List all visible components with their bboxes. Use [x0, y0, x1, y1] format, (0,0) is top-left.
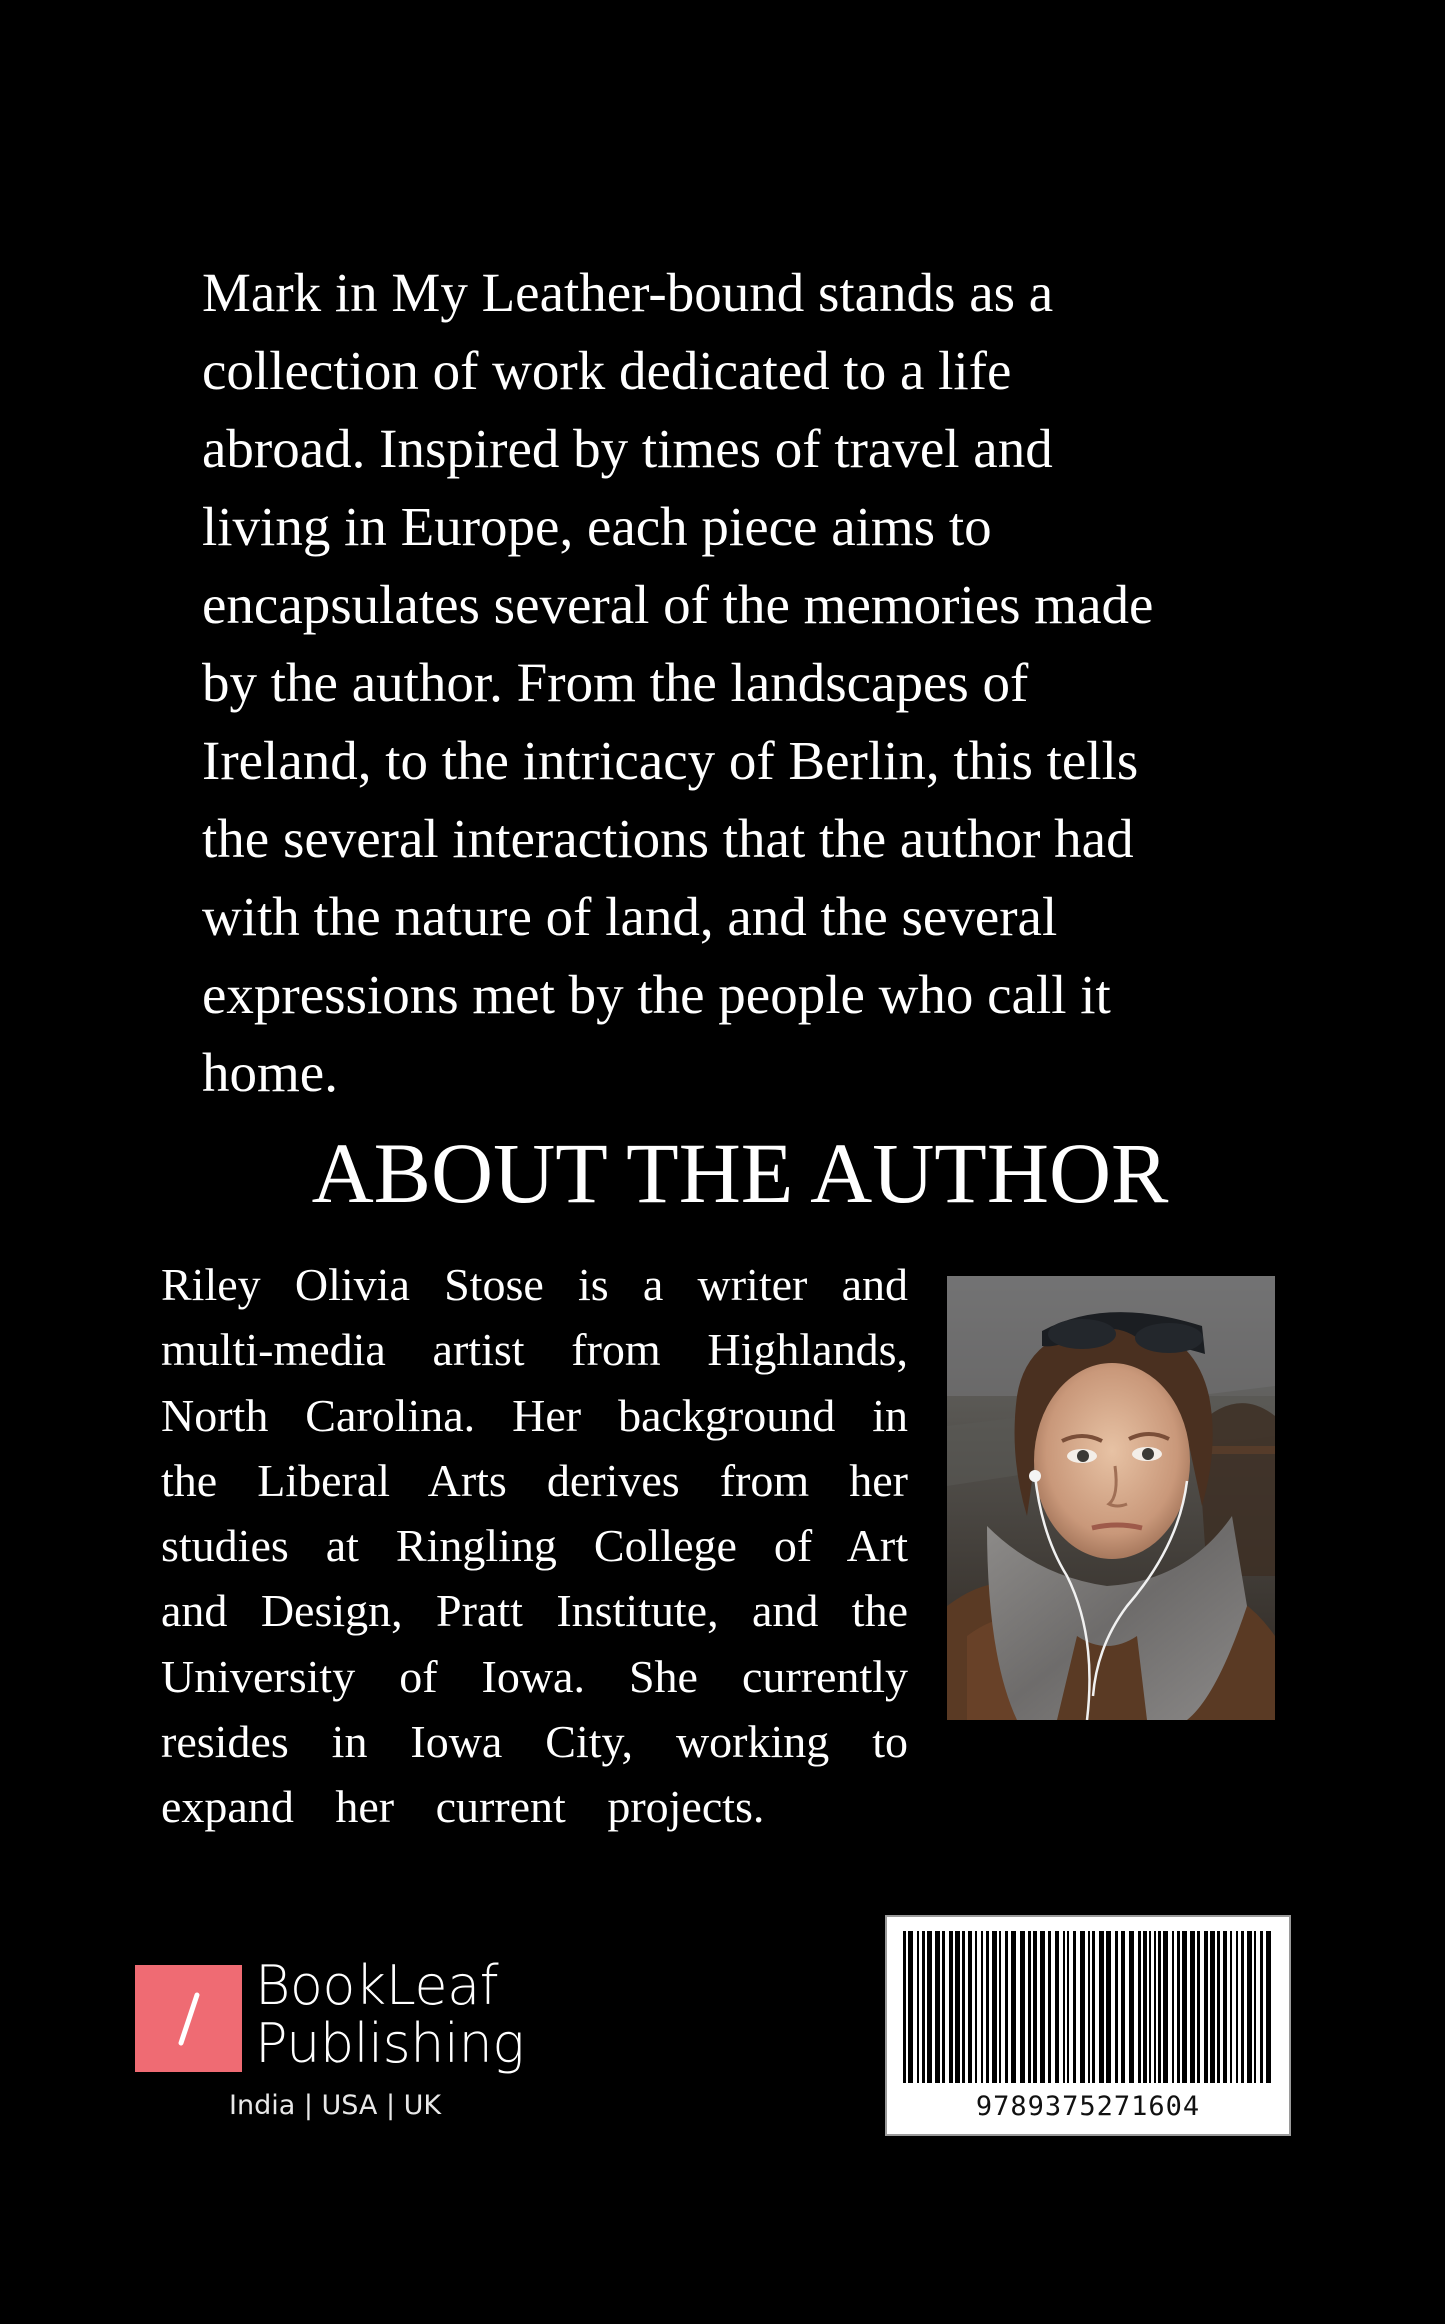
- barcode-bar: [1197, 1931, 1200, 2083]
- bio-line: resides in Iowa City, working to: [161, 1716, 908, 1768]
- barcode-bar: [935, 1931, 940, 2083]
- barcode-bar: [975, 1931, 977, 2083]
- isbn-barcode: [885, 1915, 1291, 2136]
- barcode-bar: [927, 1931, 932, 2083]
- about-author-heading: ABOUT THE AUTHOR: [311, 1125, 1169, 1221]
- barcode-bar: [1177, 1931, 1180, 2083]
- barcode-bar: [1115, 1931, 1118, 2083]
- barcode-bar: [1266, 1931, 1271, 2083]
- barcode-bar: [1099, 1931, 1104, 2083]
- publisher-name: [255, 1954, 525, 2075]
- barcode-bar: [999, 1931, 1001, 2083]
- barcode-bar: [1005, 1931, 1008, 2083]
- book-blurb: [202, 176, 1262, 1112]
- bio-line: University of Iowa. She currently: [161, 1650, 908, 1702]
- blurb-line: Ireland, to the intricacy of Berlin, this tells: [202, 730, 1139, 791]
- barcode-bar: [1040, 1931, 1045, 2083]
- blurb-line: expressions met by the people who call it: [202, 964, 1111, 1025]
- publisher-regions: India | USA | UK: [229, 2090, 442, 2121]
- barcode-bar: [1088, 1931, 1090, 2083]
- blurb-line: the several interactions that the author had: [202, 808, 1134, 869]
- barcode-bar: [1190, 1931, 1195, 2083]
- barcode-bar: [917, 1931, 919, 2083]
- barcode-bar: [949, 1931, 953, 2083]
- bio-line: and Design, Pratt Institute, and the: [161, 1585, 908, 1637]
- barcode-bar: [1236, 1931, 1238, 2083]
- barcode-bar: [1154, 1931, 1156, 2083]
- isbn-number: 9789375271604: [975, 2091, 1201, 2122]
- barcode-bar: [1092, 1931, 1095, 2083]
- author-photo: [947, 1276, 1275, 1720]
- barcode-bar: [1129, 1931, 1134, 2083]
- barcode-bar: [903, 1931, 906, 2083]
- blurb-line: home.: [202, 1042, 338, 1103]
- barcode-bar: [1143, 1931, 1147, 2083]
- barcode-bar: [1080, 1931, 1085, 2083]
- barcode-bar: [1204, 1931, 1208, 2083]
- publisher-logo-mark: [135, 1965, 242, 2072]
- bio-line: North Carolina. Her background in: [161, 1389, 908, 1441]
- barcode-bar: [1149, 1931, 1151, 2083]
- barcode-bar: [1247, 1931, 1252, 2083]
- barcode-bar: [908, 1931, 913, 2083]
- blurb-line: collection of work dedicated to a life: [202, 340, 1012, 401]
- barcode-bar: [1063, 1931, 1065, 2083]
- bio-line: multi-media artist from Highlands,: [161, 1324, 908, 1376]
- blurb-line: by the author. From the landscapes of: [202, 652, 1029, 713]
- bio-line: studies at Ringling College of Art: [161, 1520, 908, 1572]
- barcode-bar: [968, 1931, 972, 2083]
- blurb-line: abroad. Inspired by times of travel and: [202, 418, 1053, 479]
- barcode-bar: [1223, 1931, 1227, 2083]
- barcode-bar: [1260, 1931, 1263, 2083]
- barcode-bar: [1158, 1931, 1161, 2083]
- barcode-bar: [962, 1931, 965, 2083]
- barcode-bar: [1073, 1931, 1076, 2083]
- barcode-bar: [955, 1931, 960, 2083]
- bio-line: the Liberal Arts derives from her: [161, 1454, 908, 1506]
- publisher-logo: [135, 1954, 555, 2133]
- barcode-bar: [1033, 1931, 1037, 2083]
- barcode-bar: [1011, 1931, 1016, 2083]
- barcode-bar: [1020, 1931, 1025, 2083]
- barcode-bar: [1138, 1931, 1141, 2083]
- blurb-line: living in Europe, each piece aims to: [202, 496, 992, 557]
- barcode-bar: [942, 1931, 945, 2083]
- barcode-bar: [1028, 1931, 1031, 2083]
- barcode-bar: [1106, 1931, 1111, 2083]
- barcode-bar: [1241, 1931, 1244, 2083]
- barcode-bar: [1121, 1931, 1125, 2083]
- barcode-bar: [1172, 1931, 1174, 2083]
- barcode-bar: [1067, 1931, 1069, 2083]
- bio-line: expand her current projects.: [161, 1781, 765, 1833]
- barcode-bar: [1163, 1931, 1168, 2083]
- barcode-bar: [1055, 1931, 1059, 2083]
- bio-line: Riley Olivia Stose is a writer and: [161, 1259, 908, 1310]
- author-bio: [161, 1252, 908, 1840]
- barcode-bar: [922, 1931, 925, 2083]
- blurb-line: with the nature of land, and the several: [202, 886, 1058, 947]
- barcode-bar: [1182, 1931, 1187, 2083]
- barcode-bar: [1230, 1931, 1232, 2083]
- publisher-name-line: Publishing: [255, 2012, 525, 2075]
- barcode-bar: [992, 1931, 997, 2083]
- barcode-bar: [1048, 1931, 1051, 2083]
- barcode-bar: [1217, 1931, 1220, 2083]
- slash-icon: [135, 1965, 242, 2072]
- blurb-line: Mark in My Leather-bound stands as a: [202, 262, 1054, 323]
- publisher-name-line: BookLeaf: [255, 1954, 499, 2017]
- barcode-bar: [981, 1931, 983, 2083]
- barcode-bar: [1210, 1931, 1215, 2083]
- barcode-bar: [1254, 1931, 1256, 2083]
- blurb-line: encapsulates several of the memories made: [202, 574, 1154, 635]
- barcode-bar: [986, 1931, 989, 2083]
